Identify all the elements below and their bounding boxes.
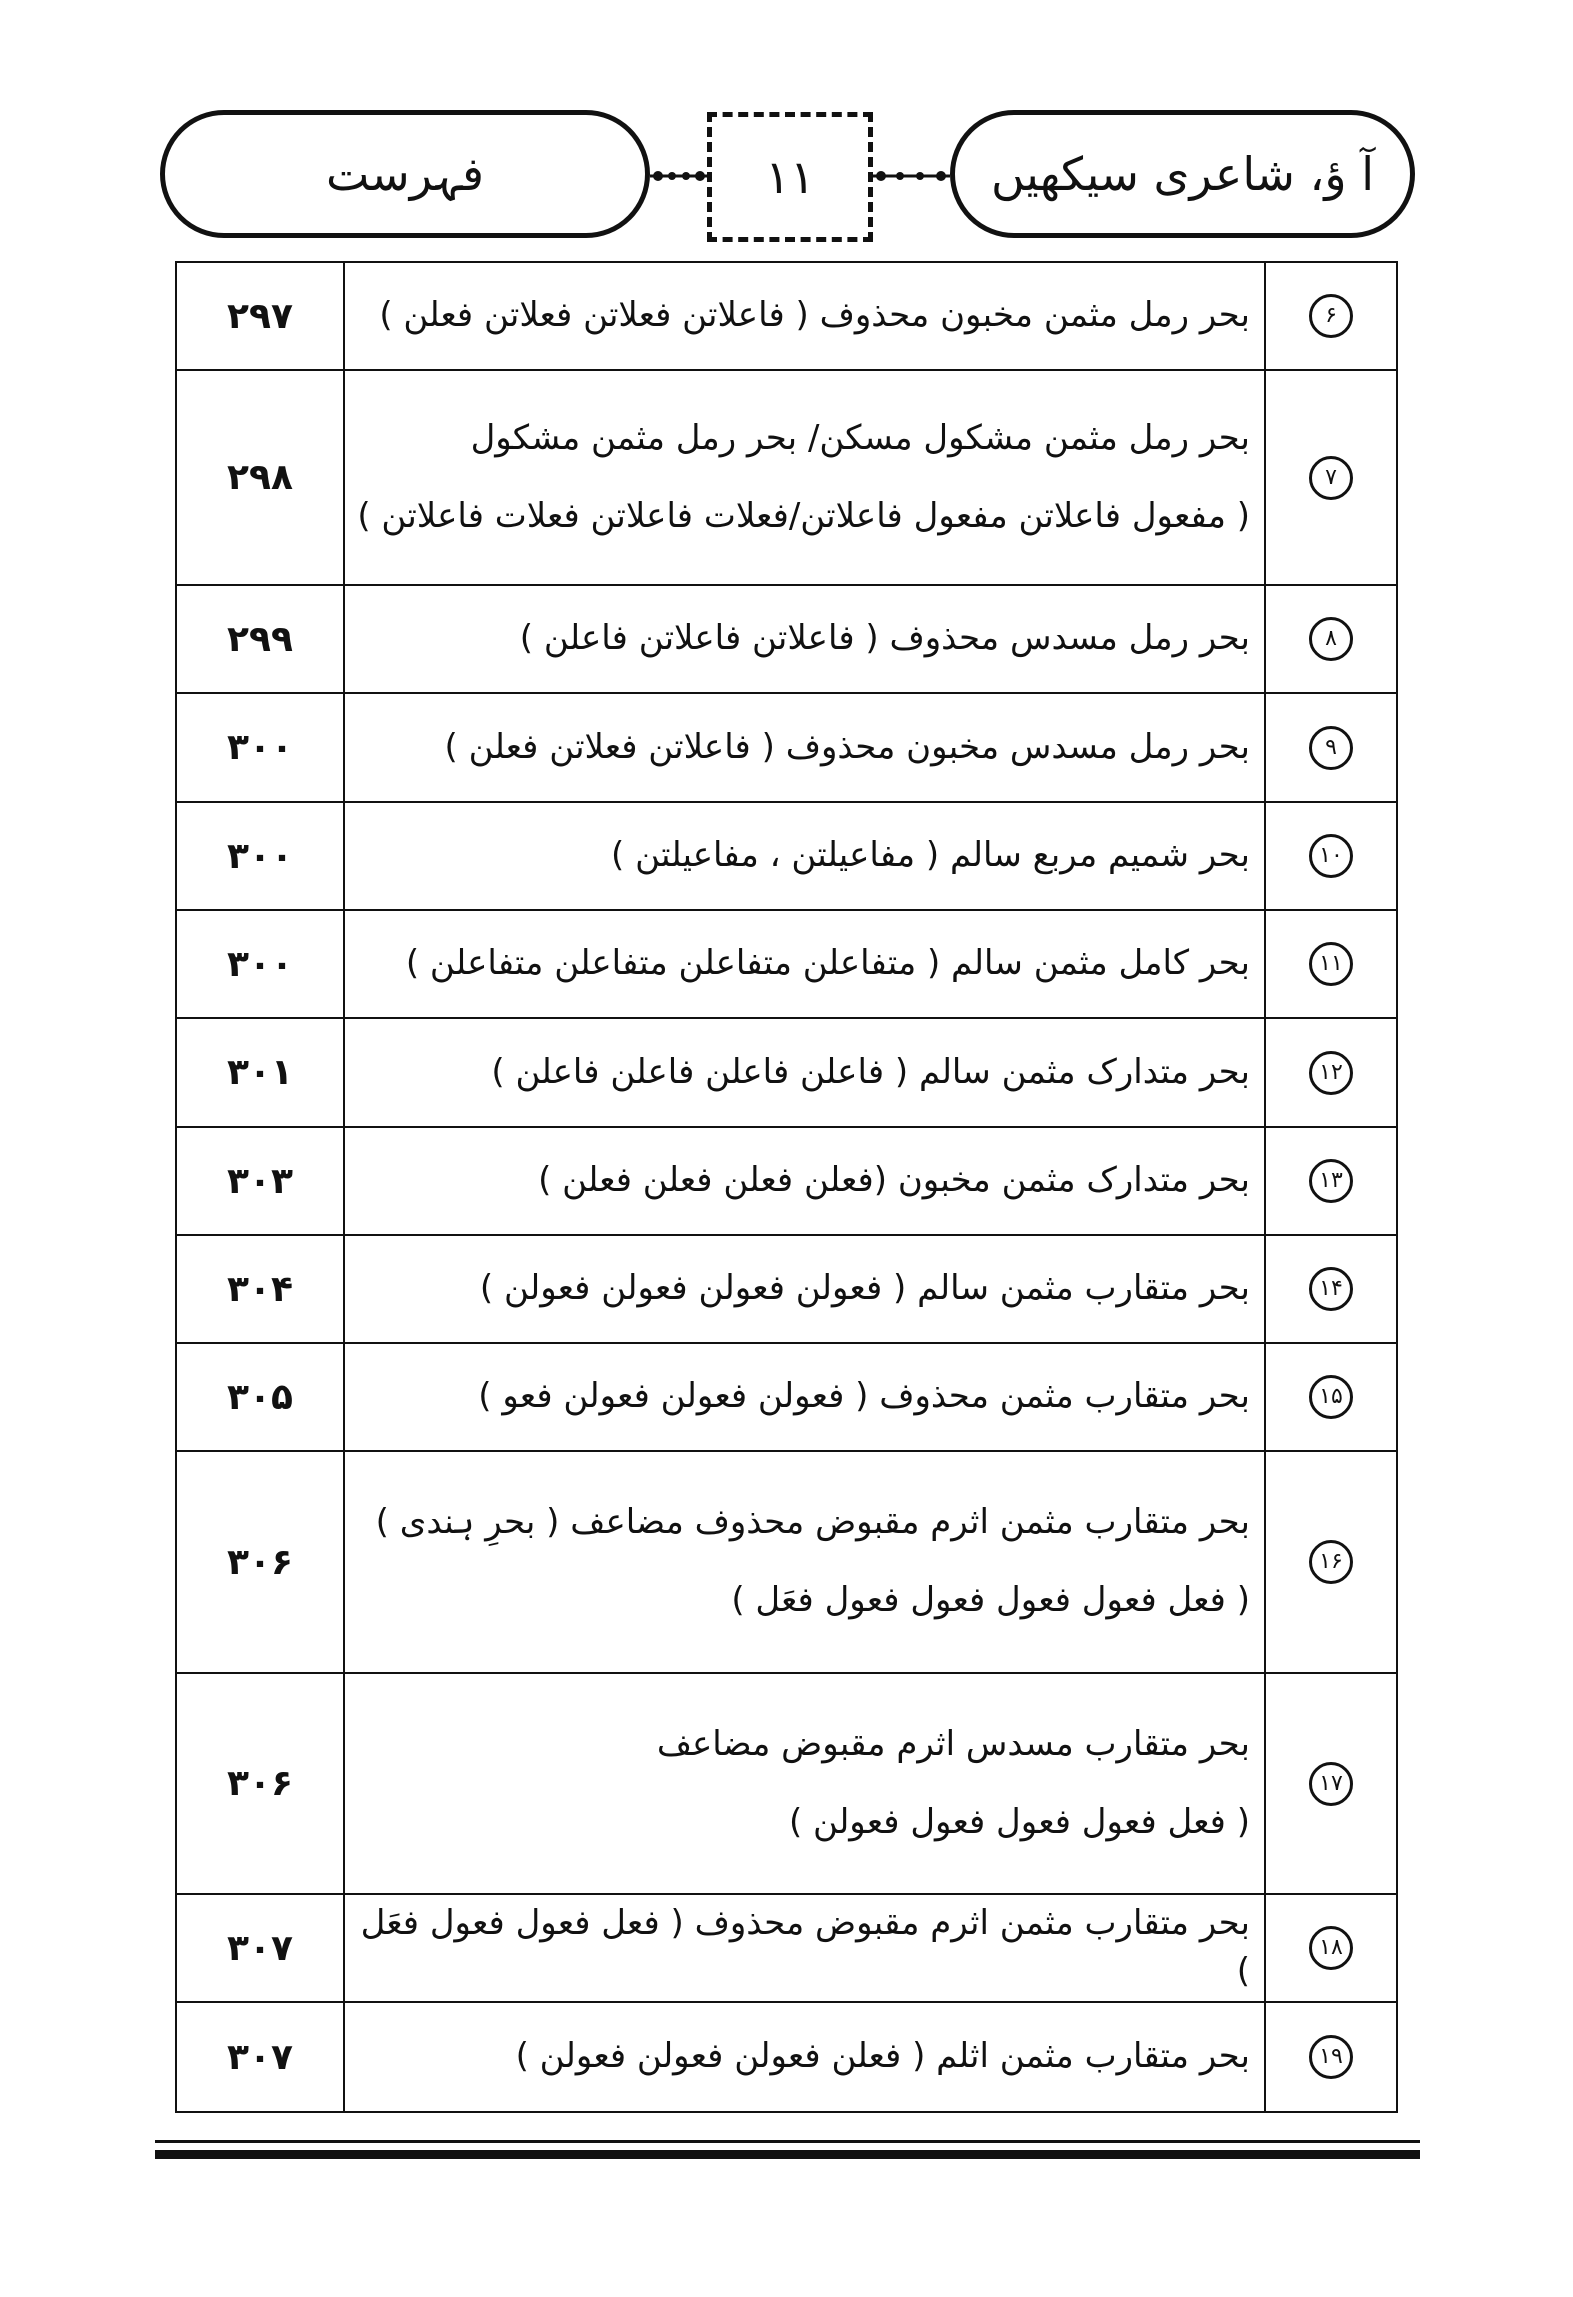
table-row	[176, 262, 1397, 370]
chain-ornament-left	[650, 169, 707, 183]
entry-number: ۱۹	[1309, 2035, 1353, 2079]
page-cell: ۳۰۰	[176, 802, 344, 910]
entry-number-cell	[1265, 370, 1397, 585]
entry-number: ۹	[1309, 726, 1353, 770]
book-title-pill	[950, 110, 1415, 238]
entry-number-cell	[1265, 693, 1397, 802]
contents-table	[175, 261, 1398, 2113]
entry-number: ۱۲	[1309, 1051, 1353, 1095]
page-cell: ۳۰۰	[176, 693, 344, 802]
entry-number: ۱۷	[1309, 1762, 1353, 1806]
section-title: فہرست	[325, 147, 485, 201]
entry-title: بحر کامل مثمن سالم ( متفاعلن متفاعلن متفاعلن متفاعلن )	[344, 910, 1265, 1018]
table-row	[176, 1343, 1397, 1451]
entry-number: ۱۶	[1309, 1540, 1353, 1584]
page-cell: ۳۰۷	[176, 1894, 344, 2002]
entry-title: بحر متدارک مثمن سالم ( فاعلن فاعلن فاعلن فاعلن )	[344, 1018, 1265, 1127]
table-row	[176, 693, 1397, 802]
entry-number: ۱۱	[1309, 942, 1353, 986]
entry-number-cell	[1265, 2002, 1397, 2112]
page-cell: ۳۰۵	[176, 1343, 344, 1451]
entry-number-cell	[1265, 1451, 1397, 1673]
page-cell: ۲۹۹	[176, 585, 344, 693]
entry-number: ۶	[1309, 294, 1353, 338]
table-row	[176, 585, 1397, 693]
page-cell: ۲۹۷	[176, 262, 344, 370]
entry-number: ۱۳	[1309, 1159, 1353, 1203]
entry-number: ۸	[1309, 617, 1353, 661]
page-cell: ۳۰۰	[176, 910, 344, 1018]
entry-number-cell	[1265, 1127, 1397, 1235]
entry-number: ۱۵	[1309, 1375, 1353, 1419]
entry-number: ۱۴	[1309, 1267, 1353, 1311]
table-row	[176, 1894, 1397, 2002]
section-title-pill	[160, 110, 650, 238]
table-row	[176, 1673, 1397, 1894]
page-cell: ۳۰۱	[176, 1018, 344, 1127]
entry-title: بحر متدارک مثمن مخبون (فعلن فعلن فعلن فعلن )	[344, 1127, 1265, 1235]
entry-title: بحر شمیم مربع سالم ( مفاعیلتن ، مفاعیلتن )	[344, 802, 1265, 910]
table-row	[176, 2002, 1397, 2112]
entry-title: بحر رمل مثمن مشکول مسکن/ بحر رمل مثمن مشکول ( مفعول فاعلاتن مفعول فاعلاتن/فعلات فاعلاتن فعلات فاعلاتن )	[344, 370, 1265, 585]
table-row	[176, 802, 1397, 910]
page-cell: ۳۰۴	[176, 1235, 344, 1343]
entry-title: بحر متقارب مثمن اثرم مقبوض محذوف ( فعل فعول فعول فعَل )	[344, 1894, 1265, 2002]
entry-title: بحر رمل مسدس مخبون محذوف ( فاعلاتن فعلاتن فعلن )	[344, 693, 1265, 802]
table-row	[176, 1235, 1397, 1343]
page-cell: ۳۰۷	[176, 2002, 344, 2112]
entry-number: ۷	[1309, 456, 1353, 500]
footer-rule-thick	[155, 2150, 1420, 2159]
page-number: ۱۱	[765, 150, 815, 204]
entry-title: بحر رمل مسدس محذوف ( فاعلاتن فاعلاتن فاعلن )	[344, 585, 1265, 693]
page-cell: ۳۰۶	[176, 1451, 344, 1673]
entry-title: بحر رمل مثمن مخبون محذوف ( فاعلاتن فعلاتن فعلاتن فعلن )	[344, 262, 1265, 370]
entry-number: ۱۸	[1309, 1926, 1353, 1970]
page-cell: ۲۹۸	[176, 370, 344, 585]
table-row	[176, 1127, 1397, 1235]
table-row	[176, 1451, 1397, 1673]
entry-number: ۱۰	[1309, 834, 1353, 878]
page-number-box	[707, 112, 873, 242]
entry-title: بحر متقارب مثمن اثلم ( فعلن فعولن فعولن فعولن )	[344, 2002, 1265, 2112]
entry-number-cell	[1265, 1235, 1397, 1343]
entry-number-cell	[1265, 585, 1397, 693]
entry-number-cell	[1265, 262, 1397, 370]
book-title: آ ؤ، شاعری سیکھیں	[990, 147, 1375, 201]
footer-rule-thin	[155, 2140, 1420, 2143]
entry-number-cell	[1265, 802, 1397, 910]
page-cell: ۳۰۳	[176, 1127, 344, 1235]
entry-title: بحر متقارب مثمن محذوف ( فعولن فعولن فعولن فعو )	[344, 1343, 1265, 1451]
entry-title: بحر متقارب مسدس اثرم مقبوض مضاعف ( فعل فعول فعول فعول فعولن )	[344, 1673, 1265, 1894]
entry-number-cell	[1265, 910, 1397, 1018]
entry-number-cell	[1265, 1343, 1397, 1451]
chain-ornament-right	[873, 169, 950, 183]
table-row	[176, 910, 1397, 1018]
entry-number-cell	[1265, 1894, 1397, 2002]
entry-number-cell	[1265, 1673, 1397, 1894]
entry-number-cell	[1265, 1018, 1397, 1127]
entry-title: بحر متقارب مثمن اثرم مقبوض محذوف مضاعف ( بحرِ ہندی ) ( فعل فعول فعول فعول فعول فعَل )	[344, 1451, 1265, 1673]
entry-title: بحر متقارب مثمن سالم ( فعولن فعولن فعولن فعولن )	[344, 1235, 1265, 1343]
page-cell: ۳۰۶	[176, 1673, 344, 1894]
table-row	[176, 1018, 1397, 1127]
table-row	[176, 370, 1397, 585]
